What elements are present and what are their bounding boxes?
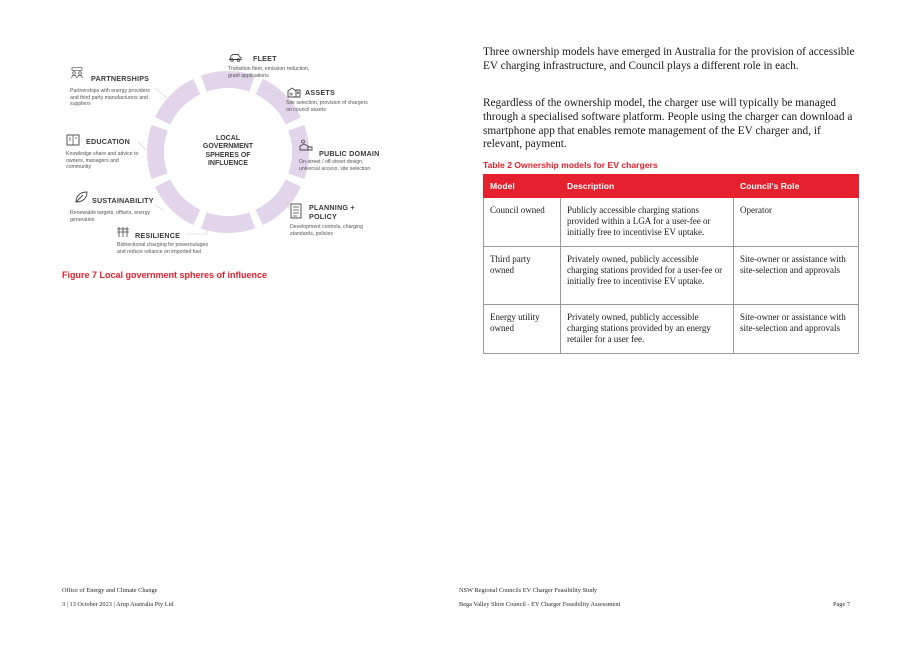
table-row [484,247,859,305]
footer-left-date: 3 | 13 October 2023 | Arup Australia Pty Ltd [62,601,174,608]
buildings-icon [287,86,301,98]
footer-left-organisation: Office of Energy and Climate Change [62,587,158,594]
table-cell-role: Site-owner or assistance with site-selection and approvals [734,305,859,354]
table-header-description: Description [561,175,734,198]
power-line-icon [116,226,130,238]
connector-sustainability [155,205,163,210]
spheres-of-influence-diagram [0,0,459,300]
segment-label-partnerships: PARTNERSHIPS [91,74,150,83]
connector-education [138,142,146,150]
table-header-councils-role: Council's Role [734,175,859,198]
figure-caption: Figure 7 Local government spheres of influence [62,270,268,280]
table-row [484,305,859,354]
table-cell-role: Operator [734,198,859,247]
car-icon [228,51,242,63]
table-cell-role: Site-owner or assistance with site-selection and approvals [734,247,859,305]
table-cell-model: Energy utility owned [484,305,561,354]
footer-right-assessment: Bega Valley Shire Council - EV Charger Feasibility Assessment [459,601,621,608]
body-paragraph-1: Three ownership models have emerged in Australia for the provision of accessible EV charging infrastructure, and Council plays a different role in each. [483,46,855,72]
segment-label-resilience: RESILIENCE [135,231,181,240]
table-row [484,198,859,247]
diagram-center-label: LOCAL GOVERNMENT SPHERES OF INFLUENCE [202,135,254,168]
table-header-row [484,175,859,198]
segment-desc-planning-policy: Development controls, charging standards, policies [290,224,363,237]
book-icon [66,134,80,146]
people-icon [70,67,84,79]
table-cell-model: Council owned [484,198,561,247]
segment-label-public-domain: PUBLIC DOMAIN [319,149,380,158]
segment-desc-partnerships: Partnerships with energy providers and third party manufacturers and suppliers [70,88,150,108]
segment-desc-resilience: Bidirectional charging for poweroutages and reduce reliance on imported fuel [117,242,209,255]
segment-desc-sustainability: Renewable targets, offsets, energy generation [70,210,151,223]
segment-desc-education: Knowledge share and advice to owners, managers and community [66,151,139,171]
ownership-models-table [483,174,859,354]
table-header-model: Model [484,175,561,198]
ring-segment [201,212,255,233]
park-icon [299,139,313,151]
ring-segment [147,125,168,179]
segment-label-education: EDUCATION [86,137,130,146]
footer-right-study: NSW Regional Councils EV Charger Feasibility Study [459,587,598,594]
segment-desc-fleet: Transition fleet, emission reduction, grant applications [228,66,310,79]
footer-page-number: Page 7 [833,601,850,608]
segment-label-sustainability: SUSTAINABILITY [92,196,154,205]
table-cell-description: Publicly accessible charging stations provided within a LGA for a user-fee or initially free to incentivise EV uptake. [561,198,734,247]
ring-segment [155,79,201,125]
table-cell-description: Privately owned, publicly accessible charging stations provided by an energy retailer for a user fee. [561,305,734,354]
checklist-icon [290,203,302,219]
connector-partnerships [155,88,167,98]
segment-desc-public-domain: On-street / off-street design, universal access, site selection [299,159,371,172]
table-cell-description: Privately owned, publicly accessible charging stations provided for a user-fee or initially free to incentivise EV uptake. [561,247,734,305]
body-paragraph-2: Regardless of the ownership model, the charger use will typically be managed through a specialised software platform. People using the charger can download a smartphone app that enables remote management of the EV charger and, if relevant, payment. [483,97,853,151]
leaf-icon [74,191,88,203]
segment-label-planning-policy: PLANNING + POLICY [309,203,355,221]
table-caption: Table 2 Ownership models for EV chargers [483,160,658,170]
segment-label-fleet: FLEET [253,54,277,63]
segment-desc-assets: Site selection, provision of chargers on council assets [286,100,368,113]
segment-label-assets: ASSETS [305,88,335,97]
ring-segment [155,180,201,226]
table-cell-model: Third party owned [484,247,561,305]
